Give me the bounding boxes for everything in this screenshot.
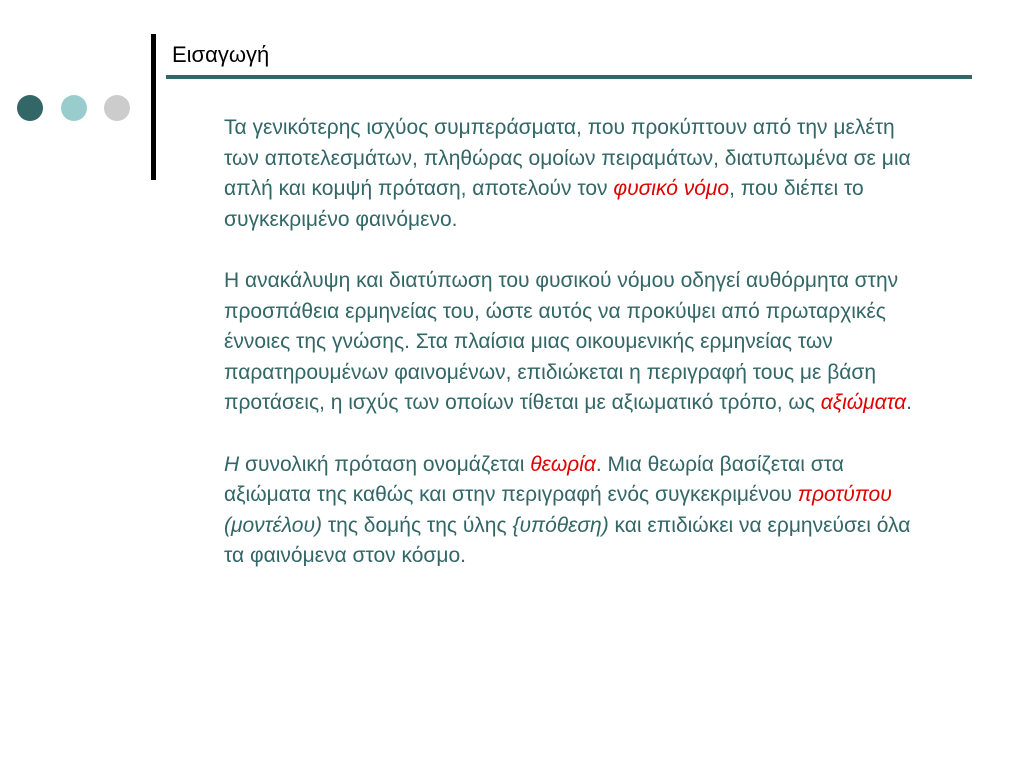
text-run: . (906, 391, 912, 414)
text-run-italic: (μοντέλου) (224, 513, 323, 537)
text-run: Η ανακάλυψη και διατύπωση του φυσικού νόμου οδηγεί αυθόρμητα στην προσπάθεια ερμηνείας του, ώστε αυτός να προκύψει από πρωταρχικές έννοιες της γνώσης. Στα πλαίσια μιας οικουμενικής ερμηνείας των παρατηρουμένων φαινομένων, επιδιώκεται η περιγραφή τους με βάση προτάσεις, η ισχύς των οποίων τίθεται με αξιωματικό τρόπο, ως (224, 269, 899, 414)
term-theory: θεωρία (530, 452, 596, 476)
text-run: . Μια θεωρία βασίζεται στα αξιώματα της καθώς και στην περιγραφή ενός συγκεκριμένου (224, 452, 844, 506)
term-physical-law: φυσικό νόμο (613, 177, 730, 200)
decor-dot-dark (17, 95, 43, 121)
decor-dot-light (61, 95, 87, 121)
text-run-italic: {υπόθεση) (512, 513, 609, 537)
slide-title: Εισαγωγή (172, 42, 270, 67)
paragraph-physical-law (224, 113, 924, 235)
text-run: Τα γενικότερης ισχύος συμπεράσματα, που προκύπτουν από την μελέτη των αποτελεσμάτων, πληθώρας ομοίων πειραμάτων, διατυπωμένα σε μια απλή και κομψή πρόταση, αποτελούν τον (224, 116, 911, 200)
term-model: προτύπου (797, 483, 892, 506)
text-run: και επιδιώκει να ερμηνεύσει όλα τα φαινόμενα στον κόσμο. (224, 513, 911, 567)
slide-content (224, 113, 924, 603)
paragraph-axioms (224, 266, 924, 419)
text-run: , που διέπει το συγκεκριμένο φαινόμενο. (224, 177, 864, 231)
text-run: της δομής της ύλης (322, 513, 513, 537)
decor-dot-grey (104, 95, 130, 121)
term-axioms: αξιώματα (820, 391, 907, 414)
text-run: συνολική πρόταση ονομάζεται (239, 452, 531, 476)
paragraph-theory (224, 450, 924, 572)
title-horizontal-rule (166, 75, 972, 79)
text-run-italic: Η (224, 452, 240, 476)
title-vertical-rule (151, 34, 156, 180)
